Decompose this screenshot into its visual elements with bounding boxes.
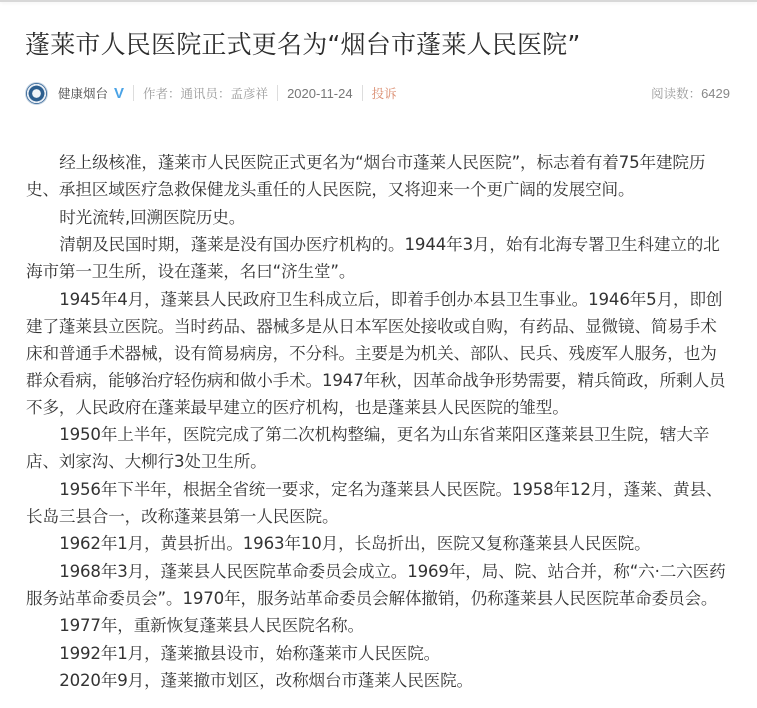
author-value: 通讯员：孟彦祥	[180, 86, 269, 101]
publish-date: 2020-11-24	[287, 85, 353, 101]
paragraph: 1950年上半年，医院完成了第二次机构整编，更名为山东省莱阳区蓬莱县卫生院，辖大辛店、刘家沟、大柳行3处卫生所。	[26, 425, 710, 471]
paragraph: 1945年4月，蓬莱县人民政府卫生科成立后，即着手创办本县卫生事业。1946年5月，即创建了蓬莱县立医院。当时药品、器械多是从日本军医处接收或自购，有药品、显微镜、简易手术床和普通手术器械，设有简易病房，不分科。主要是为机关、部队、民兵、残废军人服务，也为群众看病，能够治疗轻伤病和做小手术。1947年秋，因革命战争形势需要，精兵简政，所剩人员不多，人民政府在蓬莱最早建立的医疗机构，也是蓬莱县人民医院的雏型。	[26, 289, 726, 417]
article-meta-bar	[25, 80, 730, 106]
account-name-link[interactable]: 健康烟台	[58, 86, 109, 101]
meta-separator	[362, 85, 363, 101]
author-label: 作者：	[143, 86, 181, 101]
paragraph: 2020年9月，蓬莱撤市划区，改称烟台市蓬莱人民医院。	[59, 671, 473, 690]
read-count	[651, 84, 730, 102]
paragraph: 清朝及民国时期，蓬莱是没有国办医疗机构的。1944年3月，始有北海专署卫生科建立的北海市第一卫生所，设在蓬莱，名曰“济生堂”。	[26, 235, 720, 281]
read-count-label: 阅读数：	[651, 86, 702, 101]
paragraph: 1968年3月，蓬莱县人民医院革命委员会成立。1969年，局、院、站合并，称“六·二六医药服务站革命委员会”。1970年，服务站革命委员会解体撤销，仍称蓬莱县人民医院革命委员会。	[26, 561, 726, 608]
paragraph: 时光流转,回溯医院历史。	[59, 207, 246, 227]
read-count-value: 6429	[701, 86, 730, 101]
top-divider	[0, 0, 757, 2]
meta-separator	[277, 85, 278, 101]
article-body	[26, 149, 728, 695]
paragraph: 1962年1月，黄县折出。1963年10月，长岛折出，医院又复称蓬莱县人民医院。	[59, 534, 651, 553]
report-link[interactable]: 投诉	[371, 86, 397, 101]
account-logo-icon[interactable]	[25, 82, 48, 105]
paragraph: 经上级核准，蓬莱市人民医院正式更名为“烟台市蓬莱人民医院”，标志着有着75年建院历史、承担区域医疗急救保健龙头重任的人民医院，又将迎来一个更广阔的发展空间。	[26, 153, 706, 199]
article-title: 蓬莱市人民医院正式更名为“烟台市蓬莱人民医院”	[25, 30, 581, 59]
paragraph: 1992年1月，蓬莱撤县设市，始称蓬莱市人民医院。	[59, 643, 441, 663]
meta-separator	[133, 85, 134, 101]
paragraph: 1956年下半年，根据全省统一要求，定名为蓬莱县人民医院。1958年12月，蓬莱、黄县、长岛三县合一，改称蓬莱县第一人民医院。	[26, 479, 723, 526]
paragraph: 1977年，重新恢复蓬莱县人民医院名称。	[59, 616, 364, 635]
verified-badge-icon: V	[114, 84, 125, 102]
